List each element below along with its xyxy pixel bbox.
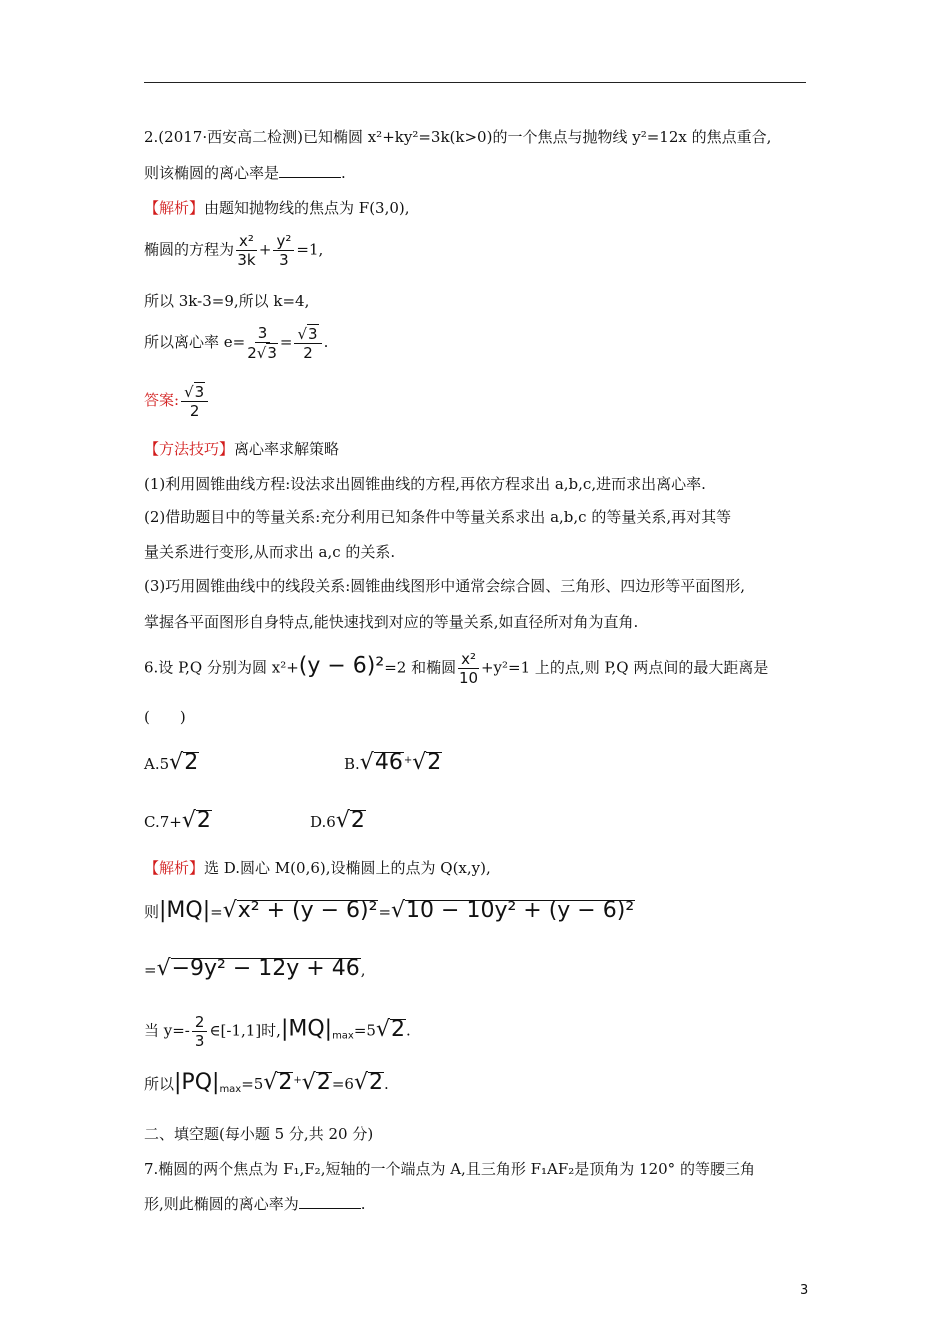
jiexi-tag: 【解析】 (144, 859, 205, 877)
section-heading: 二、填空题(每小题 5 分,共 20 分) (144, 1125, 374, 1143)
option-c: C.7+ √ 2 (144, 808, 211, 833)
fraction: 3 2 √ 3 (247, 324, 277, 362)
tips-tag: 【方法技巧】 (144, 440, 235, 458)
tips-p2b: 量关系进行变形,从而求出 a,c 的关系. (144, 543, 396, 561)
q6-jiexi: 【解析】选 D.圆心 M(0,6),设椭圆上的点为 Q(x,y), (144, 859, 491, 877)
pq-max-line: 所以$|PQ|_{max}=5$ √ 2 + √ 2 =6 √ 2 . (144, 1070, 389, 1095)
fraction: √ 3 2 (181, 382, 208, 420)
q2-stem-line2: 则该椭圆的离心率是 . (144, 164, 346, 182)
q7-line1: 7.椭圆的两个焦点为 F₁,F₂,短轴的一个端点为 A,且三角形 F₁AF₂是顶角为 120° 的等腰三角 (144, 1160, 755, 1178)
tips-p2a: (2)借助题目中的等量关系:充分利用已知条件中等量关系求出 a,b,c 的等量关系,再对其等 (144, 508, 732, 526)
tips-heading: 【方法技巧】离心率求解策略 (144, 440, 340, 458)
q6-paren: ( ) (144, 708, 186, 726)
answer-label: 答案: (144, 391, 180, 409)
when-line: 当 y=- $\frac{2}{3}$ ∈[-1,1]时$,|MQ|_{max}=5$ √ 2 . (144, 1013, 411, 1050)
answer-blank (279, 163, 341, 178)
mq-formula-2: = √ −9y² − 12y + 46 , (144, 956, 366, 981)
fraction: √ 3 2 (294, 324, 321, 362)
q2-stem-line1: 2.(2017·西安高二检测)已知椭圆 x²+ky²=3k(k>0)的一个焦点与抛物线 y²=12x 的焦点重合, (144, 128, 772, 146)
tips-p1: (1)利用圆锥曲线方程:设法求出圆锥曲线的方程,再依方程求出 a,b,c,进而求出离心率. (144, 475, 706, 493)
q6-stem: 6.设 P,Q 分别为圆 x²+(y − 6)²=2 和椭圆 $\frac{\text{x²}}{10}$ +y²=1 上的点,则 P,Q 两点间的最大距离是 (144, 650, 769, 687)
tips-p3a: (3)巧用圆锥曲线中的线段关系:圆锥曲线图形中通常会综合圆、三角形、四边形等平面图形, (144, 577, 746, 595)
fraction: $\frac{\text{x²}}{3k}$ (237, 232, 256, 269)
q2-jiexi: 【解析】由题知抛物线的焦点为 F(3,0), (144, 199, 410, 217)
mq-formula-1: 则|MQ|= √ x² + (y − 6)² = √ 10 − 10y² + (y − 6)² (144, 898, 635, 923)
eccentricity-line: 所以离心率 e= 3 2 √ 3 = √ 3 2 . (144, 324, 329, 362)
q2-step1: 所以 3k-3=9,所以 k=4, (144, 292, 310, 310)
page-number: 3 (800, 1283, 809, 1298)
fraction: $\frac{\text{y²}}{3}$ (273, 232, 294, 269)
jiexi-tag: 【解析】 (144, 199, 205, 217)
fraction: $\frac{\text{x²}}{10}$ (458, 650, 479, 687)
option-b: B. √ 46 + √ 2 (344, 750, 442, 775)
header-rule (144, 82, 806, 83)
option-a: A.5 √ 2 (144, 750, 199, 775)
ellipse-equation: 椭圆的方程为 $\frac{\text{x²}}{3k}$ + $\frac{\text{y²}}{3}$ =1, (144, 232, 324, 269)
q7-line2: 形,则此椭圆的离心率为 . (144, 1195, 366, 1213)
fraction: $\frac{2}{3}$ (192, 1013, 208, 1050)
option-d: D.6 √ 2 (310, 808, 365, 833)
tips-p3b: 掌握各平面图形自身特点,能快速找到对应的等量关系,如直径所对角为直角. (144, 613, 639, 631)
answer-line (144, 382, 210, 420)
answer-blank (299, 1194, 361, 1209)
